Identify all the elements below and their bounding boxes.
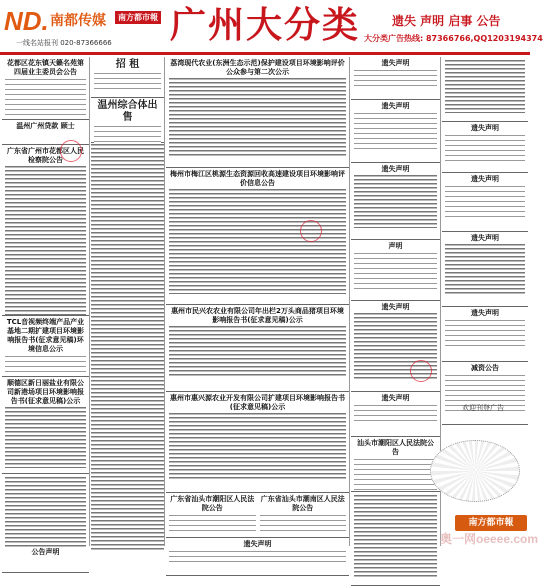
logo-subtitle: 一线名站报刊 020-87366666 — [16, 39, 112, 47]
notice-block — [351, 492, 440, 586]
notice-heading: 广东省汕头市潮南区人民法院公告 — [260, 495, 345, 512]
notice-body — [445, 243, 525, 295]
seal-stamp — [300, 220, 322, 242]
notice-heading: 遗失声明 — [381, 102, 410, 110]
seal-stamp — [60, 140, 82, 162]
notice-heading: 荔湾现代农业(东洲生态示范)保护建设项目环境影响评价公众参与第二次公示 — [170, 59, 345, 76]
notice-body — [445, 133, 525, 161]
notice-body — [354, 457, 437, 491]
court-notice-row — [166, 493, 349, 538]
notice-heading: 遗失声明 — [381, 59, 410, 67]
notice-block — [2, 474, 89, 573]
notice-heading: 遗失声明 — [381, 394, 410, 402]
ad-hotline: 大分类广告热线: 87366766,QQ1203194374 — [364, 34, 543, 43]
notice-heading: 梅州市梅江区桃源生态资源回收高速建设项目环境影响评价信息公告 — [170, 170, 345, 187]
notice-block — [442, 307, 528, 362]
notice-heading: 遗失声明 — [381, 303, 410, 311]
notice-body — [445, 184, 525, 220]
notice-heading: 遗失声明 — [471, 175, 499, 183]
notice-block — [442, 57, 528, 122]
notice-heading: 遗失声明 — [471, 234, 499, 242]
notice-body — [5, 354, 86, 376]
notice-heading: 声明 — [388, 242, 403, 250]
notice-heading: 惠州市民兴农农业有限公司年出栏2万头商品猪项目环境影响报告书(征求意见稿)公示 — [171, 307, 344, 324]
second-column — [91, 57, 165, 546]
ad-welcome: 欢迎刊登广告 — [462, 404, 504, 412]
notice-block — [351, 437, 440, 492]
notice-block — [351, 57, 440, 100]
notice-block — [442, 173, 528, 232]
right-column-b — [442, 57, 528, 397]
column-text — [91, 143, 164, 552]
ad-block — [91, 98, 164, 143]
ad-block — [91, 57, 164, 98]
notice-body — [5, 77, 86, 115]
notice-heading: 汕头市潮阳区人民法院公告 — [357, 439, 434, 456]
notice-block — [166, 305, 349, 392]
left-column — [2, 57, 90, 556]
notice-body — [169, 325, 346, 377]
notice-block — [351, 392, 440, 437]
notice-block — [442, 362, 528, 425]
notice-heading: 遗失声明 — [471, 309, 499, 317]
notice-heading: 花都区花东镇天籁名苑第四届业主委员会公告 — [7, 59, 84, 76]
notice-body — [169, 77, 346, 157]
masthead-rule — [0, 52, 530, 55]
notice-block — [2, 145, 89, 316]
notice-block — [166, 538, 349, 576]
notice-heading: 顺德区新日丽盐业有限公司新港场项目环境影响报告书(征求意见稿)公示 — [7, 379, 84, 405]
center-column — [166, 57, 350, 546]
notice-body — [169, 188, 346, 294]
notice-body — [169, 513, 256, 531]
notice-block — [351, 240, 440, 301]
notice-heading: TCL音视频终端产品产业基地二期扩建项目环境影响报告书(征求意见稿)环境信息公示 — [6, 318, 85, 353]
notice-body — [354, 251, 437, 291]
notice-body — [354, 403, 437, 425]
category-list: 遗失 声明 启事 公告 — [392, 14, 501, 28]
notice-block — [2, 377, 89, 474]
paper-tag: 南方都市報 — [115, 11, 161, 24]
notice-body — [5, 165, 86, 315]
notice-heading: 遗失声明 — [471, 124, 499, 132]
notice-heading: 减资公告 — [471, 364, 499, 372]
seal-stamp — [410, 360, 432, 382]
notice-block — [442, 232, 528, 307]
notice-block — [166, 168, 349, 305]
notice-heading: 遗失声明 — [243, 540, 272, 548]
notice-body — [445, 59, 525, 113]
notice-body — [169, 549, 346, 565]
newspaper-badge: 南方都市報 — [455, 515, 527, 531]
notice-body — [354, 494, 437, 578]
notice-block — [166, 57, 349, 168]
notice-body — [445, 318, 525, 350]
notice-body — [354, 111, 437, 153]
notice-block — [2, 316, 89, 377]
notice-body — [169, 412, 346, 480]
ad-heading: 招 租 — [115, 59, 140, 70]
ad-heading: 温州综合体出售 — [97, 100, 158, 123]
notice-heading: 温州广州贷款 顾士 — [16, 122, 75, 130]
logo-name: 南都传媒 — [50, 13, 106, 29]
globe-graphic — [430, 440, 520, 502]
notice-body — [5, 406, 86, 468]
notice-block — [351, 100, 440, 163]
notice-body — [354, 68, 437, 90]
notice-heading: 广东省广州市花都区人民检察院公告 — [7, 147, 84, 164]
page-title: 广州大分类 — [170, 5, 361, 46]
notice-block — [442, 122, 528, 173]
notice-block — [166, 392, 349, 493]
notice-block — [351, 163, 440, 240]
right-column-a — [351, 57, 441, 546]
notice-body — [260, 513, 347, 531]
notice-heading: 遗失声明 — [381, 165, 410, 173]
ad-body — [94, 71, 161, 89]
notice-body — [354, 174, 437, 228]
notice-block — [2, 57, 89, 120]
notice-heading: 惠州市惠兴源农业开发有限公司扩建项目环境影响报告书(征求意见稿)公示 — [170, 394, 345, 411]
notice-body — [5, 476, 86, 548]
ad-body — [94, 124, 161, 144]
nd-logo-mark: ND. — [4, 6, 49, 36]
notice-heading: 公告声明 — [31, 548, 60, 556]
notice-heading: 广东省汕头市潮阳区人民法院公告 — [170, 495, 255, 512]
site-watermark: 奥一网oeeee.com — [440, 532, 539, 546]
